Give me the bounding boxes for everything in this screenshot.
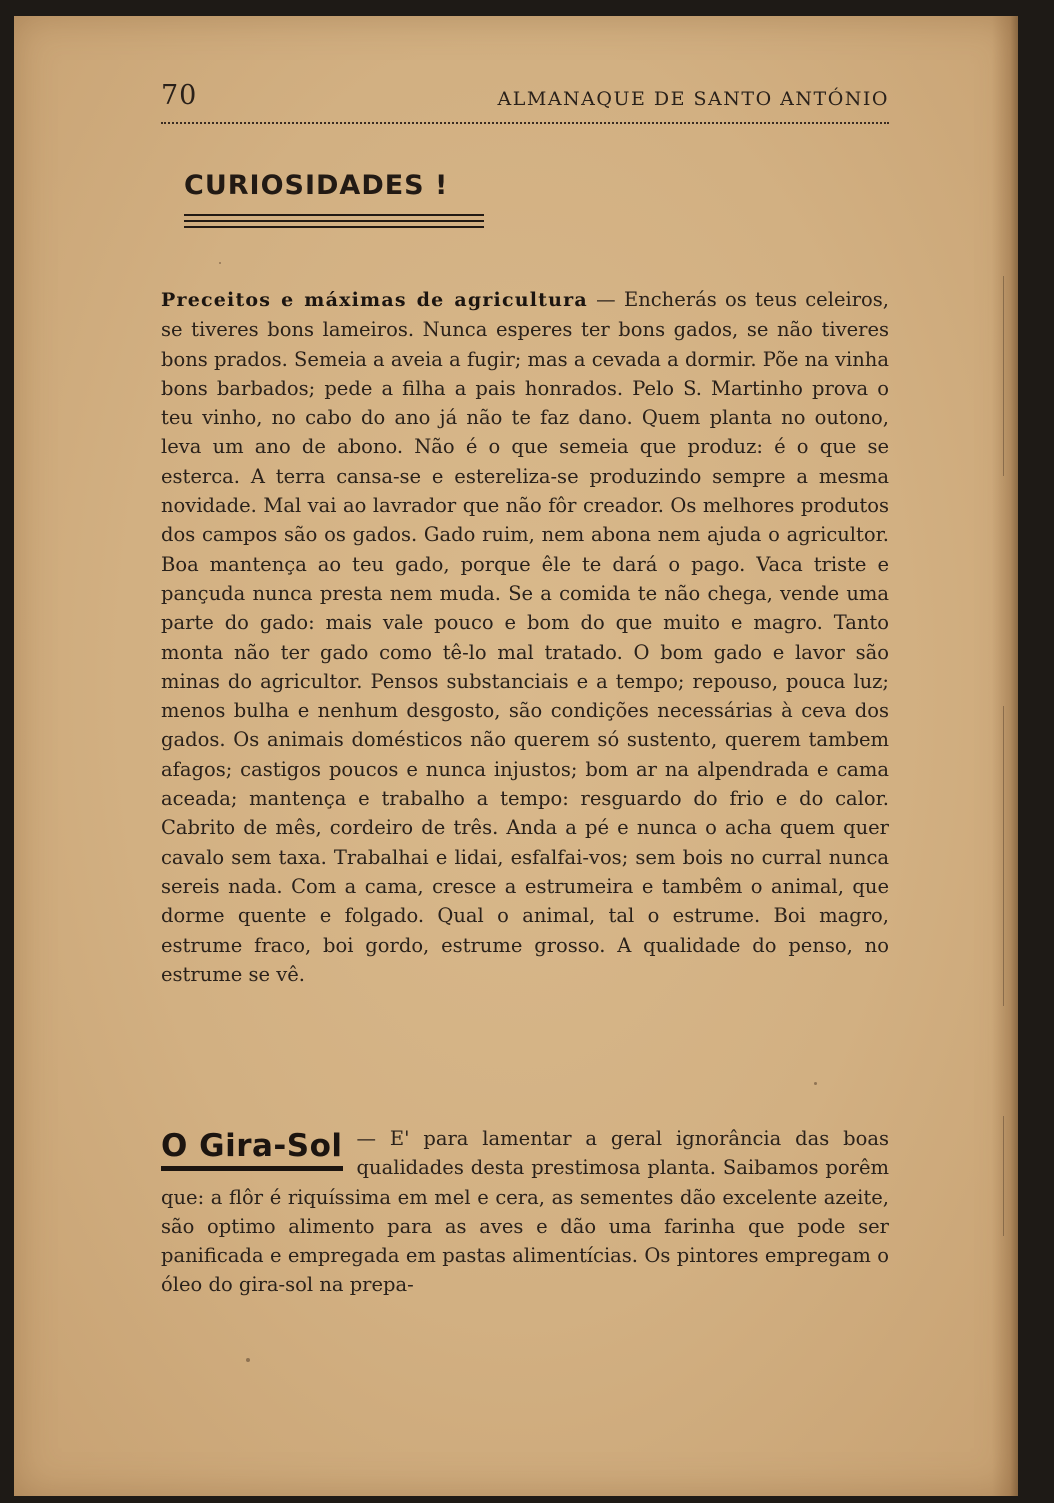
- agriculture-precepts-paragraph: [161, 285, 889, 989]
- section-title: CURIOSIDADES !: [184, 170, 449, 201]
- paper-speck: [814, 1082, 817, 1085]
- title-underline: [184, 220, 484, 222]
- title-underline: [184, 214, 484, 216]
- running-header: [161, 80, 889, 124]
- agriculture-precepts-heading: Preceitos e máximas de agricultura: [161, 289, 588, 311]
- binding-mark: [1003, 1116, 1004, 1236]
- page-number: 70: [161, 80, 198, 111]
- sunflower-paragraph: [161, 1124, 889, 1300]
- paper-speck: [219, 262, 221, 264]
- sunflower-heading: O Gira-Sol: [161, 1128, 343, 1171]
- running-title: ALMANAQUE DE SANTO ANTÓNIO: [497, 88, 889, 110]
- binding-mark: [1003, 276, 1004, 476]
- header-dotted-rule: [161, 122, 889, 124]
- title-underline: [184, 226, 484, 228]
- agriculture-precepts-text: Encherás os teus celeiros, se tiveres bons lameiros. Nunca esperes ter bons gados, se não tiveres bons prados. Semeia a aveia a fugir; mas a cevada a dormir. Põe na vinha bons barbados; pede a filha a pais honrados. Pelo S. Martinho prova o teu vinho, no cabo do ano já não te faz dano. Quem planta no outono, leva um ano de abono. Não é o que semeia que produz: é o que se esterca. A terra cansa-se e estereliza-se produzindo sempre a mesma novidade. Mal vai ao lavrador que não fôr creador. Os melhores produtos dos campos são os gados. Gado ruim, nem abona nem ajuda o agricultor. Boa mantença ao teu gado, porque êle te dará o pago. Vaca triste e pançuda nunca presta nem muda. Se a comida te não chega, vende uma parte do gado: mais vale pouco e bom do que muito e magro. Tanto monta não ter gado como tê-lo mal tratado. O bom gado e lavor são minas do agricultor. Pensos substanciais e a tempo; repouso, pouca luz; menos bulha e nenhum desgosto, são condições necessárias à ceva dos gados. Os animais domésticos não querem só sustento, querem tambem afagos; castigos poucos e nunca injustos; bom ar na alpendrada e cama aceada; mantença e trabalho a tempo: resguardo do frio e do calor. Cabrito de mês, cordeiro de três. Anda a pé e nunca o acha quem quer cavalo sem taxa. Trabalhai e lidai, esfalfai-vos; sem bois no curral nunca sereis nada. Com a cama, cresce a estrumeira e tambêm o animal, que dorme quente e folgado. Qual o animal, tal o estrume. Boi magro, estrume fraco, boi gordo, estrume grosso. A qualidade do penso, no estrume se vê.: [161, 288, 889, 986]
- paper-speck: [246, 1358, 250, 1362]
- heading-dash: —: [587, 288, 624, 311]
- sunflower-text: — E' para lamentar a geral ignorância das boas qualidades desta prestimosa planta. Saibamos porêm que: a flôr é riquíssima em mel e cera, as sementes dão excelente azeite, são optimo alimento para as aves e dão uma farinha que pode ser panificada e empregada em pastas alimentícias. Os pintores empregam o óleo do gira-sol na prepa-: [161, 1127, 889, 1297]
- binding-mark: [1003, 706, 1004, 1006]
- page-binding-shadow: [992, 16, 1018, 1496]
